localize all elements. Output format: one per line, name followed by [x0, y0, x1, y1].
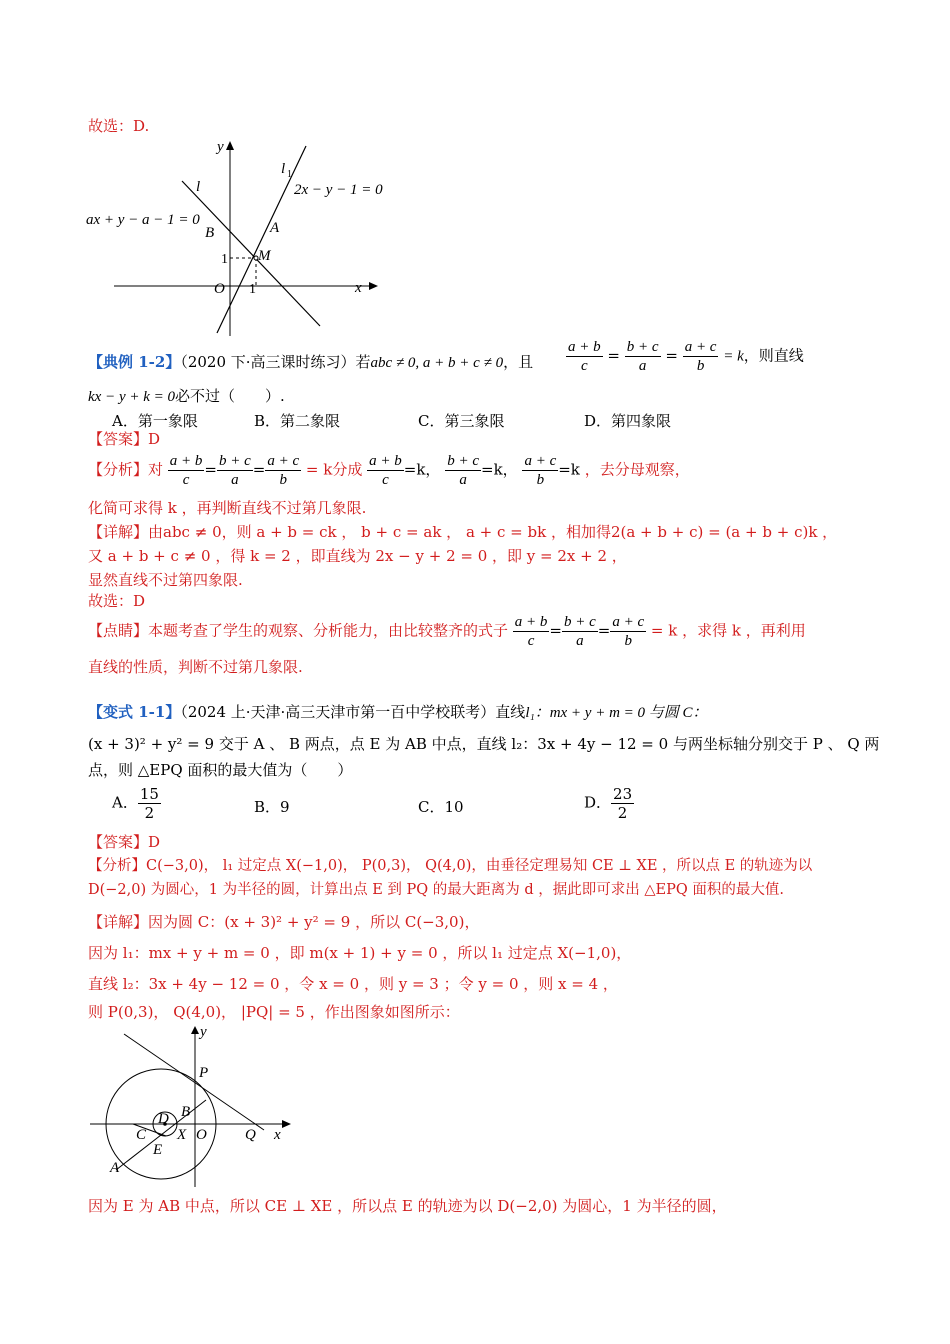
example-line-eq: kx − y + k = 0必不过（ ）. [88, 387, 285, 405]
fig1-axis-x: x [355, 280, 362, 296]
frac2-num: b + c [626, 339, 659, 355]
example-choice: 故选：D [88, 592, 146, 610]
fig1-label-l1: l [281, 161, 286, 177]
example-tag: 【典例 1-2】 [88, 353, 181, 371]
variant-detail-3: 直线 l₂：3x + 4y − 12 = 0 ，令 x = 0 ，则 y = 3 ；令 y = 0 ，则 x = 4 ， [88, 975, 618, 993]
variant-analysis-2: D(−2,0) 为圆心，1 为半径的圆，计算出点 E 到 PQ 的最大距离为 d ，据此即可求出 △EPQ 面积的最大值. [88, 882, 784, 898]
svg-text:A: A [110, 1160, 120, 1176]
svg-text:Q: Q [245, 1127, 256, 1143]
fig1-tick-y: 1 [221, 252, 228, 267]
fig1-point-B: B [205, 225, 215, 241]
frac1-den: c [580, 358, 588, 374]
option-c: C．第三象限 [418, 412, 505, 430]
example-1-2-header [88, 352, 533, 373]
variant-line-3: 点，则 △EPQ 面积的最大值为（ ） [88, 761, 353, 779]
option-a: A．第一象限 [112, 412, 198, 430]
fig1-origin: O [214, 281, 225, 297]
fig1-eq-l1: 2x − y − 1 = 0 [294, 182, 383, 198]
example-detail-2: 又 a + b + c ≠ 0 ，得 k = 2 ，即直线为 2x − y + 2 = 0 ，即 y = 2x + 2 ， [88, 547, 627, 565]
option-d: D．第四象限 [584, 412, 672, 430]
svg-text:X: X [177, 1127, 187, 1143]
example-condition: abc ≠ 0, a + b + c ≠ 0 [370, 355, 504, 371]
choice-line-top: 故选：D. [88, 117, 150, 135]
fig1-tick-x: 1 [249, 282, 256, 297]
fig1-label-l: l [196, 179, 201, 195]
variant-option-a: A． $\frac{15}{2}$ [112, 785, 159, 822]
frac1-num: a + b [568, 339, 601, 355]
svg-text:x: x [274, 1127, 281, 1143]
svg-text:O: O [196, 1127, 207, 1143]
example-comment: 【点睛】本题考查了学生的观察、分析能力，由比较整齐的式子 $\frac{a + b}{c}$ = $\frac{b + c}{a}$ = $\frac{a + c}{b}$ = k ，求得 k ，再利用 [88, 614, 806, 649]
option-b: B．第二象限 [254, 412, 341, 430]
svg-text:C: C [136, 1127, 147, 1143]
svg-text:P: P [199, 1065, 209, 1081]
example-answer: 【答案】D [88, 430, 161, 448]
variant-last-line: 因为 E 为 AB 中点，所以 CE ⊥ XE ，所以点 E 的轨迹为以 D(−2,0) 为圆心，1 为半径的圆， [88, 1197, 727, 1215]
figure-circle-construction [86, 1022, 306, 1190]
svg-text:D: D [158, 1111, 169, 1127]
variant-option-c: C．10 [418, 798, 464, 816]
frac3-den: b [696, 358, 705, 374]
fig1-label-l1-sub: 1 [287, 169, 292, 180]
figure-lines-intersection [84, 136, 404, 341]
variant-detail-4: 则 P(0,3)， Q(4,0)， |PQ| = 5 ，作出图象如图所示： [88, 1003, 460, 1021]
fig1-eq-l: ax + y − a − 1 = 0 [86, 212, 200, 228]
example-and: ，且 [503, 353, 534, 371]
svg-text:B: B [181, 1104, 191, 1120]
variant-line-2: (x + 3)² + y² = 9 交于 A 、 B 两点，点 E 为 AB 中点，直线 l₂：3x + 4y − 12 = 0 与两坐标轴分别交于 P 、 Q 两 [88, 735, 880, 753]
frac2-den: a [638, 358, 647, 374]
example-analysis-line2: 化简可求得 k ，再判断直线不过第几象限. [88, 499, 367, 517]
example-comment-line2: 直线的性质，判断不过第几象限. [88, 658, 303, 676]
variant-analysis-1: 【分析】C(−3,0)， l₁ 过定点 X(−1,0)， P(0,3)， Q(4,0)，由垂径定理易知 CE ⊥ XE ，所以点 E 的轨迹为以 [88, 858, 813, 874]
example-ratio-fractions: $\frac{a + b}{c}$ = $\frac{b + c}{a}$ = $\frac{a + c}{b}$ = k，则直线 [568, 339, 804, 374]
variant-option-d: D． $\frac{23}{2}$ [584, 785, 633, 822]
example-source: （2020 下·高三课时练习）若 [180, 353, 371, 371]
svg-text:y: y [200, 1024, 207, 1040]
example-detail-3: 显然直线不过第四象限. [88, 571, 243, 589]
variant-detail-2: 因为 l₁：mx + y + m = 0 ，即 m(x + 1) + y = 0 ，所以 l₁ 过定点 X(−1,0)， [88, 944, 632, 962]
variant-1-1-header: 【变式 1-1】（2024 上·天津·高三天津市第一百中学校联考）直线l₁：mx + y + m = 0 与圆 C： [88, 703, 708, 721]
frac-eq-k: = k [723, 348, 744, 365]
example-tail: ，则直线 [743, 346, 804, 365]
fig1-axis-y: y [217, 139, 224, 155]
variant-answer: 【答案】D [88, 833, 161, 851]
fig1-point-M: M [258, 248, 271, 264]
example-detail-1: 【详解】由abc ≠ 0，则 a + b = ck ， b + c = ak ， a + c = bk ，相加得2(a + b + c) = (a + b + c)k ， [88, 523, 838, 541]
frac3-num: a + c [684, 339, 717, 355]
variant-option-b: B．9 [254, 798, 290, 816]
svg-text:E: E [153, 1142, 163, 1158]
example-analysis: 【分析】对 $\frac{a + b}{c}$ = $\frac{b + c}{a}$ = $\frac{a + c}{b}$ = k分成 $\frac{a + b}{c}$ =k， $\frac{b + c}{a}$ =k， $\frac{a + c}{b}$ =k ，去分母观察， [88, 453, 690, 488]
fig1-point-A: A [270, 220, 280, 236]
variant-detail-1: 【详解】因为圆 C：(x + 3)² + y² = 9 ，所以 C(−3,0)， [88, 913, 480, 931]
